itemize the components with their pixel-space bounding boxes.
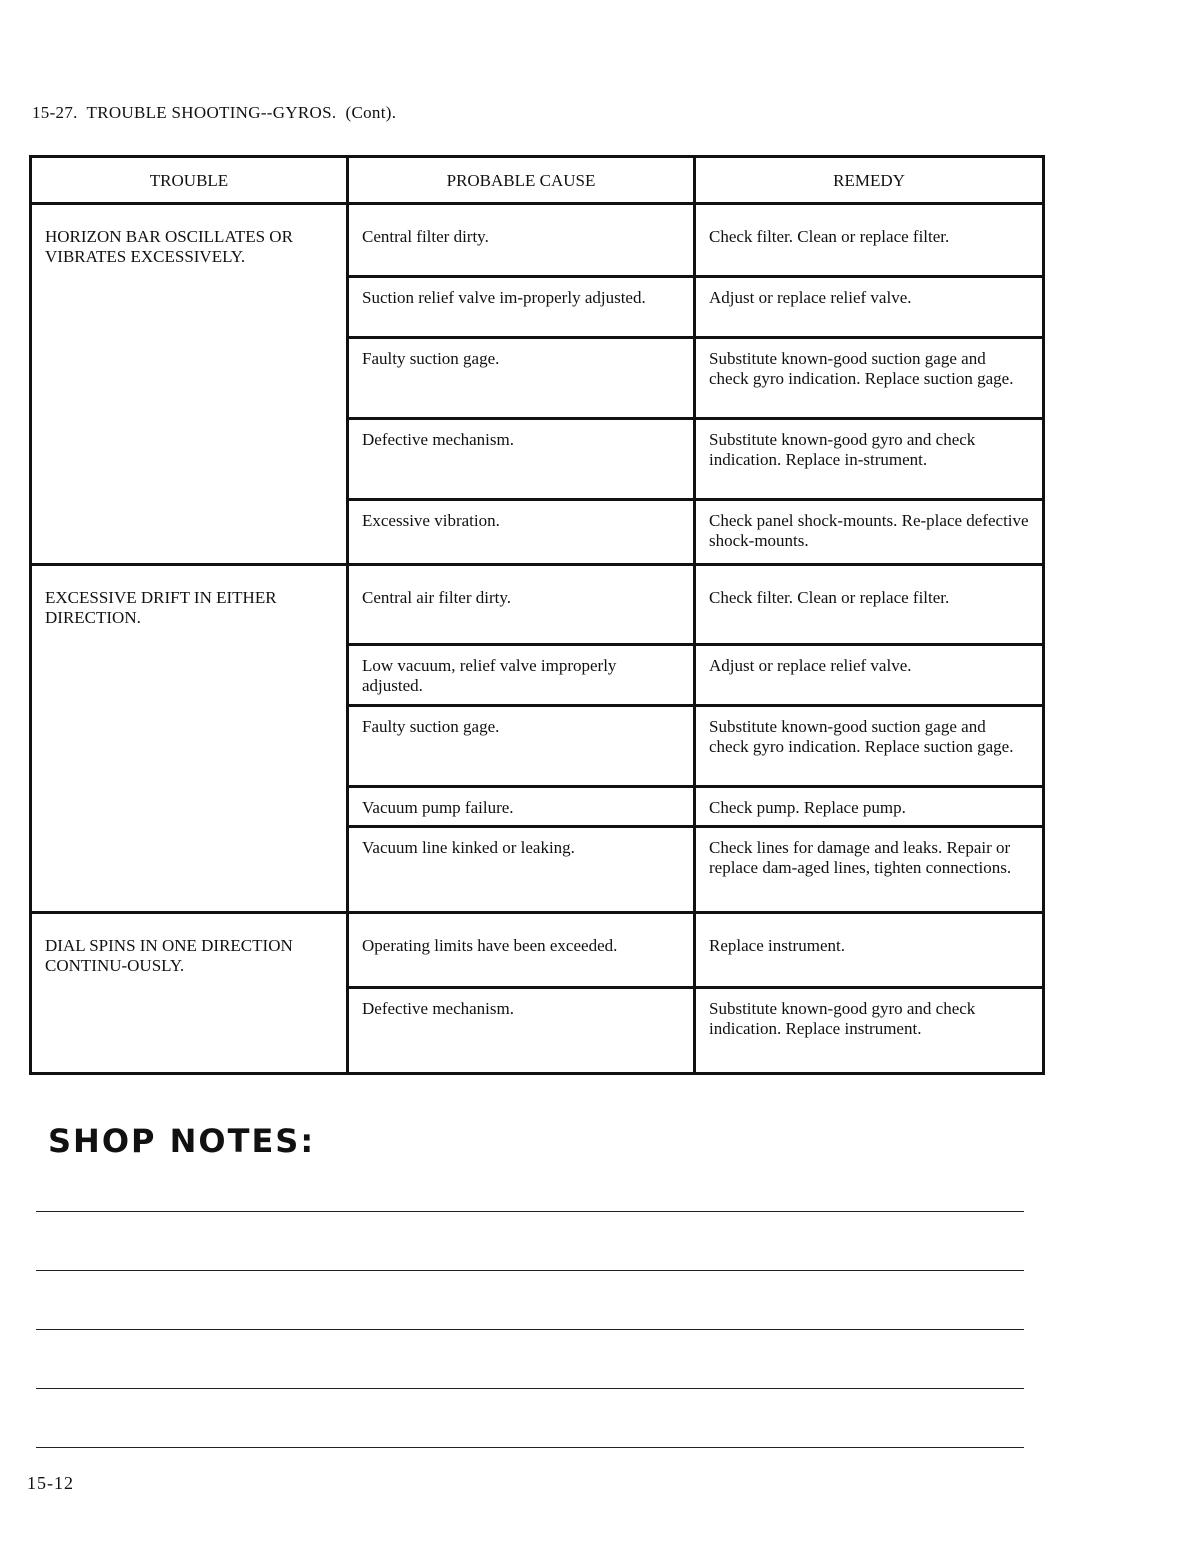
note-line bbox=[36, 1270, 1024, 1271]
page-number: 15-12 bbox=[27, 1473, 74, 1493]
cause-cell: Defective mechanism. bbox=[348, 419, 695, 500]
table-row bbox=[31, 913, 1044, 988]
troubleshooting-table bbox=[29, 155, 1045, 1075]
note-line bbox=[36, 1447, 1024, 1448]
remedy-cell: Check filter. Clean or replace filter. bbox=[695, 204, 1044, 277]
header-trouble: TROUBLE bbox=[31, 157, 348, 204]
header-probable-cause: PROBABLE CAUSE bbox=[348, 157, 695, 204]
remedy-cell: Check lines for damage and leaks. Repair or replace dam-aged lines, tighten connections. bbox=[695, 827, 1044, 913]
note-line bbox=[36, 1329, 1024, 1330]
remedy-cell: Adjust or replace relief valve. bbox=[695, 645, 1044, 706]
cause-cell: Suction relief valve im-properly adjusted. bbox=[348, 277, 695, 338]
note-line bbox=[36, 1211, 1024, 1212]
table-header-row bbox=[31, 157, 1044, 204]
remedy-cell: Adjust or replace relief valve. bbox=[695, 277, 1044, 338]
trouble-cell: DIAL SPINS IN ONE DIRECTION CONTINU-OUSLY. bbox=[31, 913, 348, 1074]
remedy-cell: Substitute known-good gyro and check indication. Replace in-strument. bbox=[695, 419, 1044, 500]
cause-cell: Central air filter dirty. bbox=[348, 565, 695, 645]
cause-cell: Faulty suction gage. bbox=[348, 338, 695, 419]
section-heading: 15-27. TROUBLE SHOOTING--GYROS. (Cont). bbox=[32, 103, 397, 122]
cause-cell: Operating limits have been exceeded. bbox=[348, 913, 695, 988]
table-row bbox=[31, 565, 1044, 645]
note-line bbox=[36, 1388, 1024, 1389]
trouble-cell: EXCESSIVE DRIFT IN EITHER DIRECTION. bbox=[31, 565, 348, 913]
cause-cell: Excessive vibration. bbox=[348, 500, 695, 565]
header-remedy: REMEDY bbox=[695, 157, 1044, 204]
shop-notes-title: SHOP NOTES: bbox=[48, 1122, 316, 1160]
remedy-cell: Substitute known-good suction gage and check gyro indication. Replace suction gage. bbox=[695, 706, 1044, 787]
remedy-cell: Check pump. Replace pump. bbox=[695, 787, 1044, 827]
remedy-cell: Substitute known-good suction gage and check gyro indication. Replace suction gage. bbox=[695, 338, 1044, 419]
remedy-cell: Check panel shock-mounts. Re-place defective shock-mounts. bbox=[695, 500, 1044, 565]
cause-cell: Defective mechanism. bbox=[348, 988, 695, 1074]
cause-cell: Central filter dirty. bbox=[348, 204, 695, 277]
remedy-cell: Substitute known-good gyro and check indication. Replace instrument. bbox=[695, 988, 1044, 1074]
remedy-cell: Replace instrument. bbox=[695, 913, 1044, 988]
cause-cell: Low vacuum, relief valve improperly adjusted. bbox=[348, 645, 695, 706]
table-row bbox=[31, 204, 1044, 277]
trouble-cell: HORIZON BAR OSCILLATES OR VIBRATES EXCESSIVELY. bbox=[31, 204, 348, 565]
cause-cell: Vacuum pump failure. bbox=[348, 787, 695, 827]
remedy-cell: Check filter. Clean or replace filter. bbox=[695, 565, 1044, 645]
cause-cell: Vacuum line kinked or leaking. bbox=[348, 827, 695, 913]
cause-cell: Faulty suction gage. bbox=[348, 706, 695, 787]
